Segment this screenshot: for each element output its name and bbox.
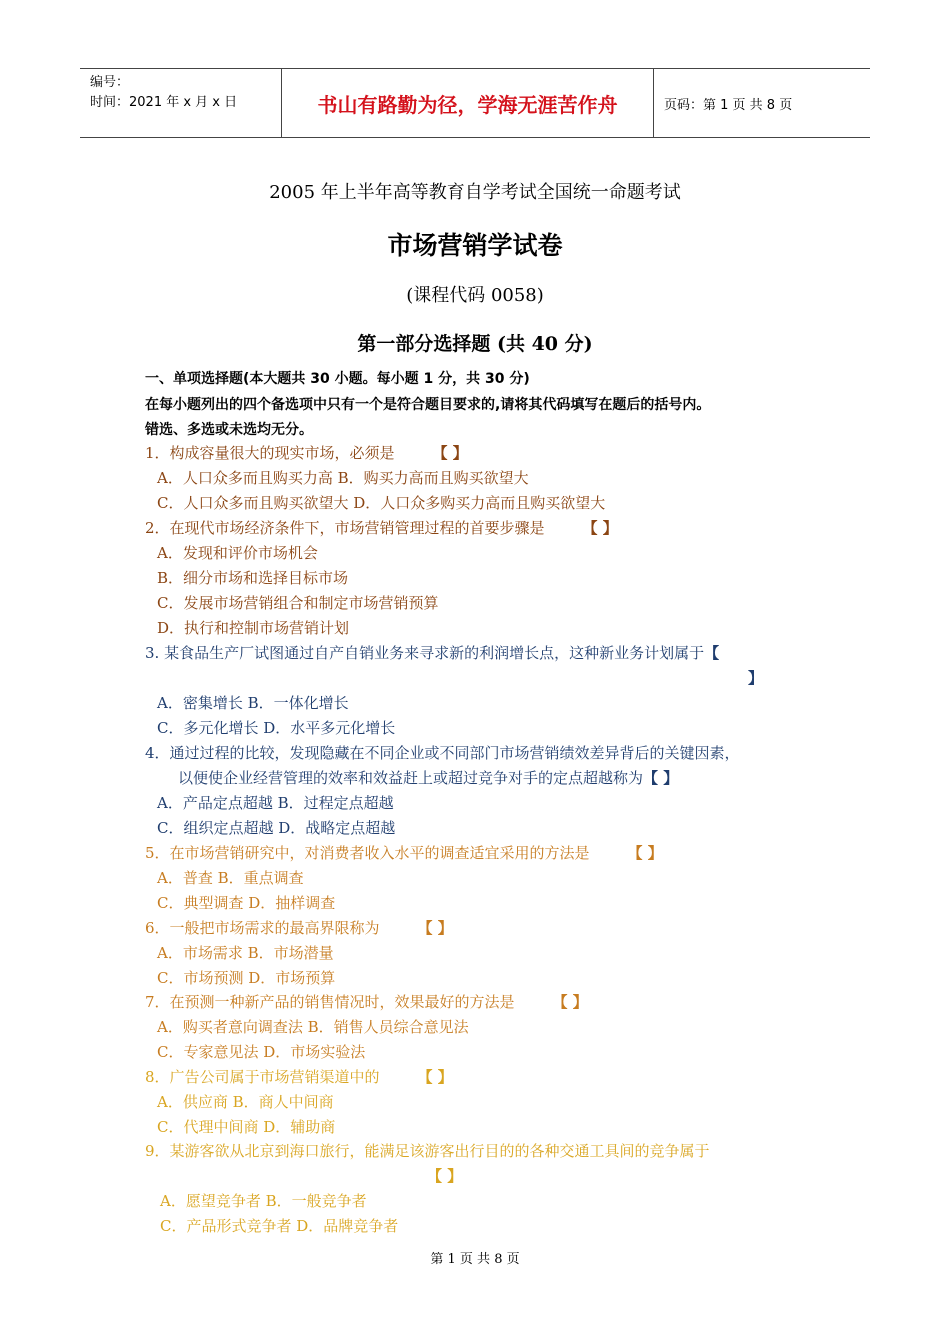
question-9-options-cd: C．产品形式竞争者 D．品牌竞争者 <box>160 1217 399 1235</box>
answer-bracket: 【 】 <box>582 519 618 537</box>
question-stem: 8．广告公司属于市场营销渠道中的 <box>145 1068 380 1086</box>
question-4-options-cd: C．组织定点超越 D．战略定点超越 <box>157 819 396 837</box>
question-5-options-cd: C．典型调查 D．抽样调查 <box>157 894 336 912</box>
question-6-options-ab: A．市场需求 B．市场潜量 <box>157 944 334 962</box>
question-7-options-cd: C．专家意见法 D．市场实验法 <box>157 1043 366 1061</box>
part-heading: 第一部分选择题 (共 40 分) <box>357 333 593 355</box>
answer-bracket: 【 】 <box>417 919 453 937</box>
question-7-stem <box>145 992 588 1012</box>
question-8-stem <box>145 1067 453 1087</box>
answer-bracket: 【 】 <box>432 444 468 462</box>
question-9-options-ab: A．愿望竞争者 B．一般竞争者 <box>160 1192 367 1210</box>
answer-bracket-close: 】 <box>748 669 764 687</box>
question-8-options-ab: A．供应商 B．商人中间商 <box>157 1093 334 1111</box>
question-4-stem-line-2 <box>178 768 678 788</box>
question-7-options-ab: A．购买者意向调查法 B．销售人员综合意见法 <box>157 1018 469 1036</box>
question-1-stem <box>145 443 468 463</box>
question-5-stem <box>145 843 663 863</box>
answer-bracket: 【 】 <box>552 993 588 1011</box>
number-label: 编号： <box>90 75 130 90</box>
question-1-options-cd: C．人口众多而且购买欲望大 D．人口众多购买力高而且购买欲望大 <box>157 494 606 512</box>
question-stem: 2．在现代市场经济条件下，市场营销管理过程的首要步骤是 <box>145 519 545 537</box>
question-stem: 1．构成容量很大的现实市场，必须是 <box>145 444 395 462</box>
question-1-options-ab: A．人口众多而且购买力高 B．购买力高而且购买欲望大 <box>157 469 529 487</box>
question-stem: 7．在预测一种新产品的销售情况时，效果最好的方法是 <box>145 993 515 1011</box>
header-motto: 书山有路勤为径，学海无涯苦作舟 <box>281 69 654 137</box>
question-9-stem: 9．某游客欲从北京到海口旅行，能满足该游客出行目的的各种交通工具间的竞争属于 <box>145 1142 710 1160</box>
page-footer: 第 1 页 共 8 页 <box>430 1252 520 1267</box>
instruction-line-2: 错选、多选或未选均无分。 <box>145 422 313 438</box>
question-3-stem <box>145 643 719 663</box>
question-5-options-ab: A．普查 B．重点调查 <box>157 869 304 887</box>
exam-title: 2005 年上半年高等教育自学考试全国统一命题考试 <box>269 182 681 203</box>
question-2-option-d: D．执行和控制市场营销计划 <box>157 619 350 637</box>
question-2-option-a: A．发现和评价市场机会 <box>157 544 318 562</box>
answer-bracket-open: 【 <box>704 644 720 662</box>
question-4-options-ab: A．产品定点超越 B．过程定点超越 <box>157 794 394 812</box>
question-stem: 3. 某食品生产厂试图通过自产自销业务来寻求新的利润增长点，这种新业务计划属于 <box>145 644 705 662</box>
header-meta <box>80 69 281 137</box>
question-3-options-ab: A．密集增长 B．一体化增长 <box>157 694 349 712</box>
question-6-options-cd: C．市场预测 D．市场预算 <box>157 969 336 987</box>
header-page-info: 页码：第 1 页 共 8 页 <box>664 97 793 113</box>
answer-bracket: 【 】 <box>417 1068 453 1086</box>
instruction-line-1: 在每小题列出的四个备选项中只有一个是符合题目要求的,请将其代码填写在题后的括号内。 <box>145 397 711 413</box>
question-2-option-b: B．细分市场和选择目标市场 <box>157 569 349 587</box>
question-4-stem-line-1: 4．通过过程的比较，发现隐藏在不同企业或不同部门市场营销绩效差异背后的关键因素， <box>145 744 740 762</box>
answer-bracket: 【 】 <box>427 1167 463 1185</box>
question-stem: 5．在市场营销研究中，对消费者收入水平的调查适宜采用的方法是 <box>145 844 590 862</box>
exam-subject: 市场营销学试卷 <box>387 231 563 260</box>
question-8-options-cd: C．代理中间商 D．辅助商 <box>157 1118 336 1136</box>
answer-bracket: 【 】 <box>643 769 679 787</box>
question-stem: 以便使企业经营管理的效率和效益赶上或超过竞争对手的定点超越称为 <box>178 769 644 787</box>
question-6-stem <box>145 918 453 938</box>
page-header <box>80 68 870 138</box>
exam-code: (课程代码 0058) <box>406 285 544 306</box>
question-stem: 6．一般把市场需求的最高界限称为 <box>145 919 380 937</box>
section-heading: 一、单项选择题(本大题共 30 小题。每小题 1 分，共 30 分) <box>145 371 530 387</box>
question-3-options-cd: C．多元化增长 D．水平多元化增长 <box>157 719 396 737</box>
question-2-option-c: C．发展市场营销组合和制定市场营销预算 <box>157 594 439 612</box>
answer-bracket: 【 】 <box>627 844 663 862</box>
question-2-stem <box>145 518 618 538</box>
time-label: 时间：2021 年 x 月 x 日 <box>90 95 238 110</box>
